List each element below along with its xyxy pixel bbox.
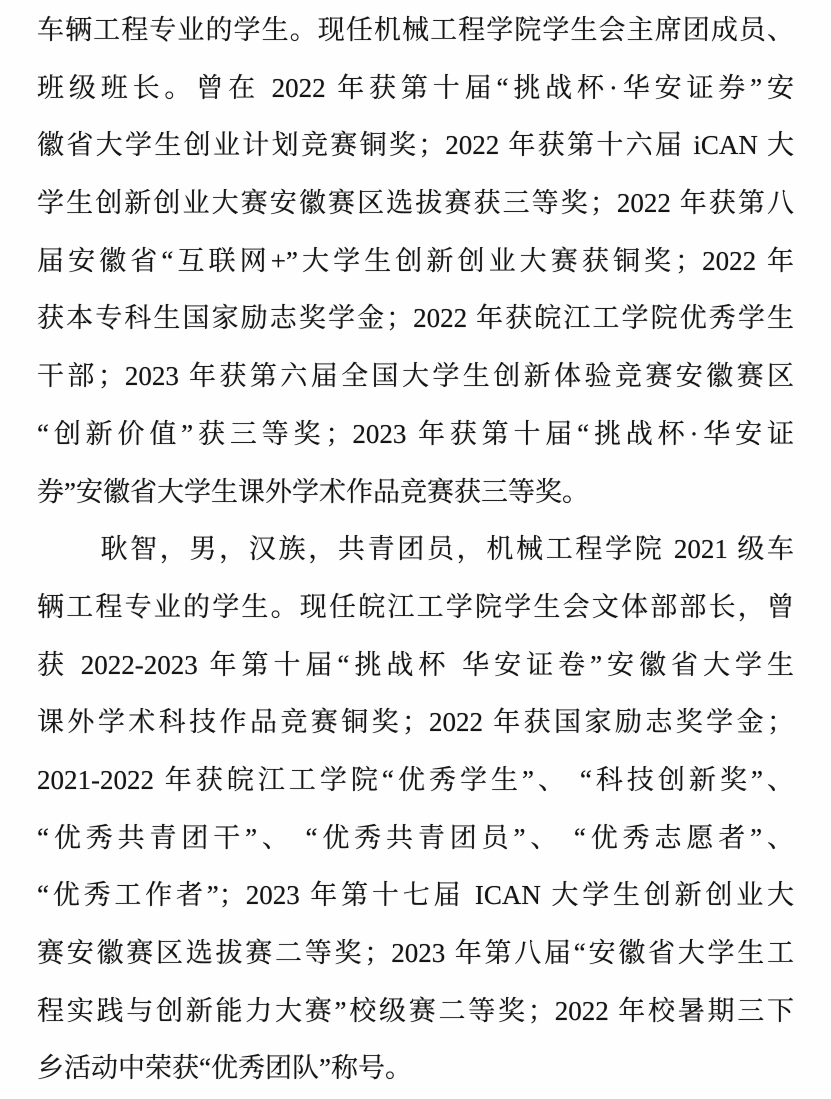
text-line: 获本专科生国家励志奖学金；2022 年获皖江工学院优秀学生 <box>37 303 794 334</box>
text-line: 车辆工程专业的学生。现任机械工程学院学生会主席团成员、 <box>37 15 794 45</box>
paragraph <box>37 2 794 521</box>
text-line: 徽省大学生创业计划竞赛铜奖；2022 年获第十六届 iCAN 大 <box>37 130 794 161</box>
text-line: “优秀共青团干”、 “优秀共青团员”、 “优秀志愿者”、 <box>37 822 794 853</box>
document-body <box>37 2 794 1098</box>
paragraph <box>37 521 794 1098</box>
text-line: 班级班长。曾在 2022 年获第十届“挑战杯·华安证券”安 <box>37 72 794 103</box>
text-line: 券”安徽省大学生课外学术作品竞赛获三等奖。 <box>37 476 589 507</box>
text-line: 届安徽省“互联网+”大学生创新创业大赛获铜奖；2022 年 <box>37 245 794 276</box>
text-line: 学生创新创业大赛安徽赛区选拔赛获三等奖；2022 年获第八 <box>37 188 794 219</box>
text-line: 获 2022-2023 年第十届“挑战杯 华安证卷”安徽省大学生 <box>37 649 794 680</box>
text-line: 2021-2022 年获皖江工学院“优秀学生”、 “科技创新奖”、 <box>37 764 794 795</box>
text-line: 辆工程专业的学生。现任皖江工学院学生会文体部部长，曾 <box>37 591 794 622</box>
text-line: 耿智，男，汉族，共青团员，机械工程学院 2021 级车 <box>100 534 794 565</box>
text-line: 程实践与创新能力大赛”校级赛二等奖；2022 年校暑期三下 <box>37 995 794 1026</box>
text-line: “优秀工作者”；2023 年第十七届 ICAN 大学生创新创业大 <box>37 880 794 911</box>
text-line: 干部；2023 年获第六届全国大学生创新体验竞赛安徽赛区 <box>37 361 794 392</box>
text-line: 赛安徽赛区选拔赛二等奖；2023 年第八届“安徽省大学生工 <box>37 938 794 968</box>
text-line: 课外学术科技作品竞赛铜奖；2022 年获国家励志奖学金； <box>37 707 794 738</box>
text-line: 乡活动中荣获“优秀团队”称号。 <box>37 1053 412 1084</box>
text-line: “创新价值”获三等奖；2023 年获第十届“挑战杯·华安证 <box>37 418 794 449</box>
